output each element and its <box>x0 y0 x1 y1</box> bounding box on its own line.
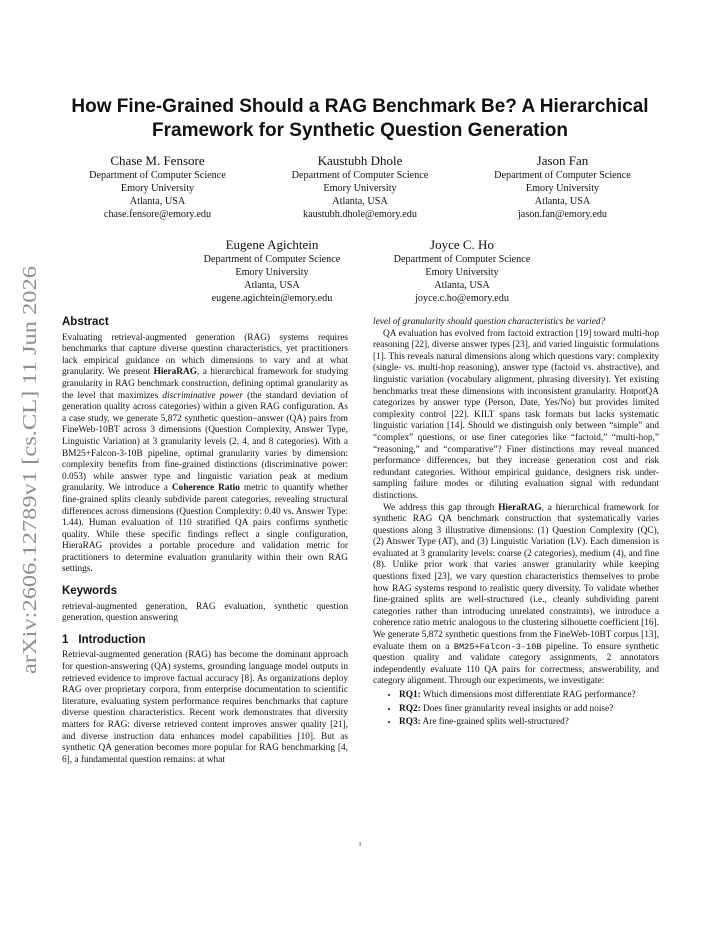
rq-text: Does finer granularity reveal insights or add noise? <box>420 703 614 714</box>
author-block-row-2 <box>177 236 557 305</box>
author-university: Emory University <box>323 183 397 194</box>
intro-text-part: We address this gap through <box>383 502 499 513</box>
rq-label: RQ3: <box>399 717 421 728</box>
intro-paragraph-1 <box>62 650 348 766</box>
author-department: Department of Computer Science <box>494 170 631 181</box>
intro-paragraph-1-continued <box>373 317 659 329</box>
emphasized-question: level of granularity should question characteristics be varied? <box>373 317 606 327</box>
author-email[interactable]: joyce.c.ho@emory.edu <box>415 293 509 304</box>
author-location: Atlanta, USA <box>129 196 186 207</box>
author-location: Atlanta, USA <box>244 280 300 291</box>
abstract-text <box>62 333 348 576</box>
abstract-text-part: (the standard deviation of generation quality across categories) within a given RAG configuration. As a case study, we generate 5,872 synthetic question–answer (QA) pairs from FineWeb-10BT across 3 dimensions (Question Complexity, Answer Type, Linguistic Variation) at 3 granularity levels (2, 4, and 8 categories). With a BM25+Falcon-3-10B pipeline, optimal granularity varies by dimension: complexity benefits from fine-grained distinctions (discriminative power: 0.053) while answer type and linguistic variation peak at medium granularity. We introduce a <box>62 390 349 494</box>
intro-text-part: , a hierarchical framework for synthetic RAG QA benchmark construction that systematically varies questions along 3 illustrative dimensions: (1) Question Complexity (QC), (2) Answer Type (AT), and (3) Linguistic Variation (LV). Each dimension is evaluated at 3 granularity levels: coarse (2 categories), medium (4), and fine (8). Unlike prior work that varies answer granularity while keeping questions fixed [23], we vary question characteristics themselves to probe how RAG systems respond to realistic query diversity. To validate whether fine-grained splits are well-structured (i.e., cleanly subdividing parent categories rather than introducing unrelated constraints), we introduce a coherence ratio metric analogous to the clustering silhouette coefficient [16]. We generate 5,872 synthetic questions from the FineWeb-10BT corpus [13], evaluate them on a <box>373 502 659 652</box>
abstract-heading: Abstract <box>62 316 109 328</box>
keywords-text: retrieval-augmented generation, RAG evaluation, synthetic question generation, question answering <box>62 601 348 624</box>
author-name: Joyce C. Ho <box>430 237 494 252</box>
author-location: Atlanta, USA <box>434 280 490 291</box>
section-number: 1 <box>62 633 69 646</box>
pipeline-name: BM25+Falcon-3-10B <box>453 641 542 652</box>
author-block-row-1 <box>60 152 660 221</box>
framework-name: HieraRAG <box>153 367 197 378</box>
introduction-heading <box>62 635 348 647</box>
rq-text: Are fine-grained splits well-structured? <box>420 717 569 728</box>
intro-text-part: pipeline. To ensure synthetic question quality and validate category assignments, 2 annotators independently evaluate 110 QA pairs for correctness, answerability, and category alignment. Through our experiments, we investigate: <box>373 641 659 687</box>
paper-title-line2: Framework for Synthetic Question Generation <box>152 120 568 141</box>
author-university: Emory University <box>525 183 600 194</box>
intro-paragraph-2: QA evaluation has evolved from factoid extraction [19] toward multi-hop reasoning [22], diverse answer types [23], and varied linguistic formulations [1]. This reveals natural dimensions along which questions vary: complexity (single- vs. multi-hop reasoning), answer type (factoid vs. abstractive), and linguistic variation (vocabulary alignment, phrasing diversity). Yet existing benchmarks treat these dimensions with inconsistent granularity. HotpotQA categorizes by answer type (Person, Date, Yes/No) but provides limited complexity control [22]. KILT spans task formats but lacks systematic linguistic variation [14]. Should we distinguish only between “simple” and “complex” questions, or use finer categories like “factoid,” “multi-hop,” “reasoning,” and “comparative”? Finer distinctions may reveal nuanced performance differences, but they increase generation cost and risk redundant categories. Without empirical guidance, designers risk under-sampling failure modes or diluting evaluation signal with redundant distinctions. <box>373 328 659 501</box>
author-university: Emory University <box>235 267 309 278</box>
author-card <box>367 236 557 305</box>
left-column <box>62 317 348 766</box>
rq-label: RQ1: <box>399 690 421 700</box>
arxiv-sidebar-stamp <box>17 264 41 674</box>
abstract-text-part: , a hierarchical framework for studying granularity in RAG benchmark construction, defining optimal granularity as the level that maximizes <box>62 367 348 401</box>
rq-label: RQ2: <box>399 703 421 714</box>
author-department: Department of Computer Science <box>393 254 531 265</box>
list-item <box>399 704 659 716</box>
intro-paragraph-3 <box>373 503 659 689</box>
keywords-heading: Keywords <box>62 585 117 598</box>
framework-name: HieraRAG <box>498 502 542 513</box>
author-location: Atlanta, USA <box>534 196 591 207</box>
author-department: Department of Computer Science <box>203 254 341 265</box>
arxiv-id: arXiv:2606.12789v1 [cs.CL] 11 Jun 2026 <box>20 348 41 674</box>
author-card <box>60 152 255 221</box>
author-university: Emory University <box>120 183 195 194</box>
author-name: Kaustubh Dhole <box>317 153 403 168</box>
emphasized-term: discriminative power <box>162 390 243 401</box>
author-email[interactable]: jason.fan@emory.edu <box>517 209 608 220</box>
list-item <box>399 717 659 729</box>
author-name: Eugene Agichtein <box>225 237 319 252</box>
section-title: Introduction <box>78 633 146 646</box>
rq-text: Which dimensions most differentiate RAG performance? <box>420 690 636 700</box>
author-university: Emory University <box>425 267 499 278</box>
author-card <box>177 236 367 305</box>
page-number: 1 <box>358 842 362 848</box>
author-name: Chase M. Fensore <box>110 153 205 168</box>
metric-name: Coherence Ratio <box>171 483 240 494</box>
author-department: Department of Computer Science <box>291 170 429 181</box>
author-email[interactable]: kaustubh.dhole@emory.edu <box>303 209 417 220</box>
author-card <box>465 152 660 221</box>
author-department: Department of Computer Science <box>89 170 226 181</box>
author-email[interactable]: chase.fensore@emory.edu <box>103 209 212 220</box>
list-item <box>399 690 659 702</box>
author-location: Atlanta, USA <box>332 196 388 207</box>
author-card <box>263 152 458 221</box>
paper-title-line1: How Fine-Grained Should a RAG Benchmark Be? A Hierarchical <box>71 96 649 117</box>
right-column <box>373 317 659 731</box>
author-name: Jason Fan <box>536 153 589 168</box>
author-email[interactable]: eugene.agichtein@emory.edu <box>211 293 333 304</box>
abstract-text-part: Evaluating retrieval-augmented generation (RAG) systems requires benchmarks that capture diverse question characteristics, yet practitioners lack empirical guidance on which dimensions to vary and at what granularity. We present <box>62 332 348 378</box>
paper-title <box>50 95 670 143</box>
research-questions-list <box>373 690 659 729</box>
abstract-text-part: metric to quantify whether fine-grained splits cleanly subdivide parent categories, revealing structural differences across dimensions (Question Complexity: 0.40 vs. Answer Type: 1.44). Human evaluation of 110 stratified QA pairs confirms synthetic quality. While these specific findings reflect a single configuration, HieraRAG provides a portable procedure and validation metric for practitioners to determine evaluation granularity within their own RAG settings. <box>62 483 348 575</box>
intro-text-part: Retrieval-augmented generation (RAG) has become the dominant approach for question-answering (QA) systems, grounding language model outputs in retrieved evidence to improve factual accuracy [8]. As organizations deploy RAG over proprietary corpora, from enterprise documentation to scientific literature, evaluating system performance requires benchmarks that capture diverse question characteristics. Recent work demonstrates that diversity matters for RAG: diverse retrieved content improves answer quality [21], and diverse instruction data enhances model capabilities [10]. But as synthetic QA generation becomes more popular for RAG benchmarking [4, 6], a fundamental question remains: at what <box>62 650 348 765</box>
